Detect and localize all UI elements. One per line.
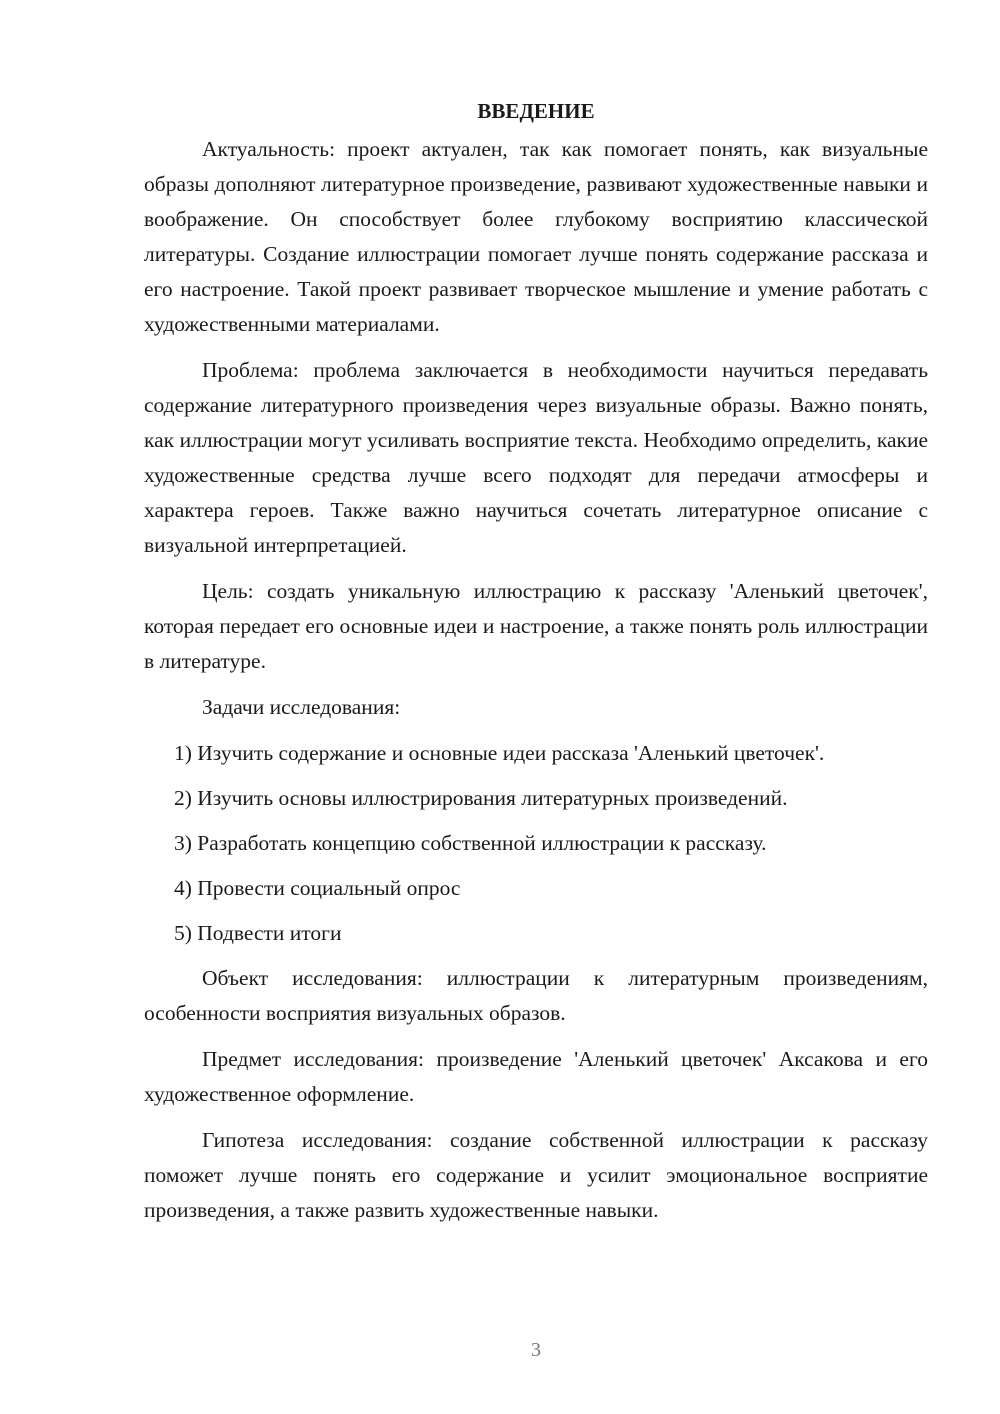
goal-paragraph: Цель: создать уникальную иллюстрацию к рассказу 'Аленький цветочек', которая передает его основные идеи и настроение, а также понять роль иллюстрации в литературе. [144, 579, 928, 673]
relevance-paragraph: Актуальность: проект актуален, так как помогает понять, как визуальные образы дополняют литературное произведение, развивают художественные навыки и воображение. Он способствует более глубокому восприятию классической литературы. Создание иллюстрации помогает лучше понять содержание рассказа и его настроение. Такой проект развивает творческое мышление и умение работать с художественными материалами. [144, 137, 928, 336]
hypothesis-paragraph: Гипотеза исследования: создание собственной иллюстрации к рассказу поможет лучше понять его содержание и усилит эмоциональное восприятие произведения, а также развить художественные навыки. [144, 1128, 928, 1222]
page-number: 3 [531, 1339, 541, 1361]
task-item: 2) Изучить основы иллюстрирования литературных произведений. [174, 786, 788, 810]
task-item: 3) Разработать концепцию собственной иллюстрации к рассказу. [174, 831, 767, 855]
object-paragraph: Объект исследования: иллюстрации к литературным произведениям, особенности восприятия визуальных образов. [144, 966, 928, 1025]
task-item: 1) Изучить содержание и основные идеи рассказа 'Аленький цветочек'. [174, 741, 825, 765]
subject-paragraph: Предмет исследования: произведение 'Аленький цветочек' Аксакова и его художественное оформление. [144, 1047, 928, 1106]
tasks-heading: Задачи исследования: [202, 695, 401, 719]
task-item: 4) Провести социальный опрос [174, 876, 461, 900]
problem-paragraph: Проблема: проблема заключается в необходимости научиться передавать содержание литературного произведения через визуальные образы. Важно понять, как иллюстрации могут усиливать восприятие текста. Необходимо определить, какие художественные средства лучше всего подходят для передачи атмосферы и характера героев. Также важно научиться сочетать литературное описание с визуальной интерпретацией. [144, 358, 928, 557]
tasks-list [144, 736, 928, 951]
page-content [144, 94, 928, 1239]
section-title: ВВЕДЕНИЕ [477, 99, 595, 123]
task-item: 5) Подвести итоги [174, 921, 342, 945]
